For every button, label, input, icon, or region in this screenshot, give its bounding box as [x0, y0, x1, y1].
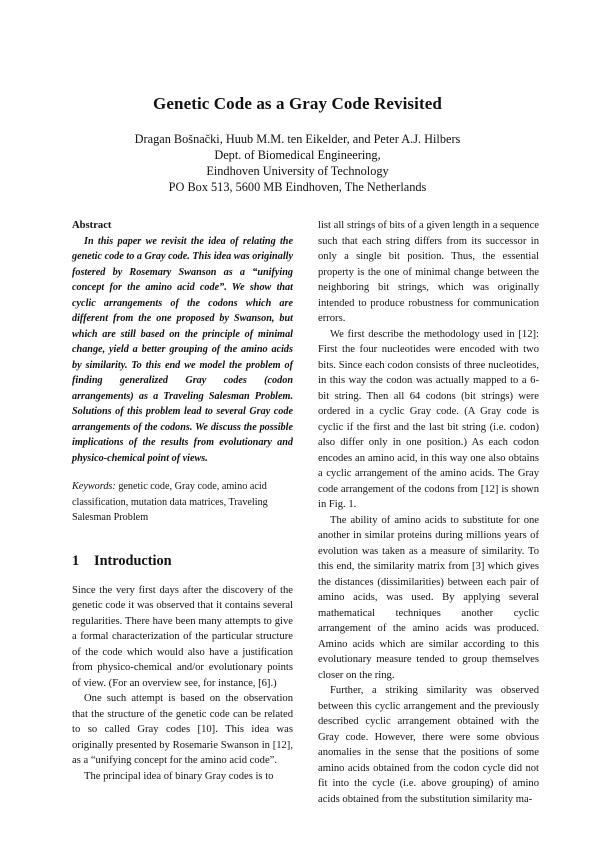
section-number: 1	[72, 552, 80, 569]
keywords-text: genetic code, Gray code, amino acid classification, mutation data matrices, Traveling Salesman Problem	[72, 481, 268, 523]
paragraph: We first describe the methodology used in [12]: First the four nucleotides were encoded with two bits. Since each codon consists of three nucleotides, in this way the codon was actually mapped to a 6-bit string. Then all 64 codons (bit strings) were ordered in a cyclic Gray code. (A Gray code is cyclic if the first and the last bit string (i.e. codon) also differ only in one position.) As each codon encodes an amino acid, in this way one also obtains a cyclic arrangement of the amino acids. The Gray code arrangement of the codons from [12] is shown in Fig. 1.	[318, 328, 539, 510]
keywords	[72, 479, 293, 526]
affiliation-line: PO Box 513, 5600 MB Eindhoven, The Netherlands	[168, 180, 427, 194]
section-heading-introduction	[72, 552, 293, 570]
left-column	[72, 218, 293, 784]
author-names: Dragan Bošnački, Huub M.M. ten Eikelder, and Peter A.J. Hilbers	[134, 132, 461, 146]
keywords-label: Keywords:	[72, 481, 116, 492]
author-block	[0, 131, 595, 195]
paragraph: Since the very first days after the discovery of the genetic code it was observed that it contains several regularities. There have been many attempts to give a formal characterization of the particular structure of the code which would also have a justification from physico-chemical and/or evolutionary points of view. (For an overview see, for instance, [6].)	[72, 584, 293, 689]
abstract-heading: Abstract	[72, 220, 112, 231]
paragraph: The ability of amino acids to substitute for one another in similar proteins during millions years of evolution was taken as a measure of similarity. To this end, the similarity matrix from [3] which gives the distances (dissimilarities) between each pair of amino acids, was used. By applying several mathematical techniques another cyclic arrangement of the amino acids was produced. Amino acids which are similar according to this evolutionary measure tended to group themselves closer on the ring.	[318, 514, 539, 681]
paper-title: Genetic Code as a Gray Code Revisited	[153, 94, 442, 113]
right-column	[318, 218, 539, 807]
abstract-text: In this paper we revisit the idea of relating the genetic code to a Gray code. This idea was originally fostered by Rosemary Swanson as a “unifying concept for the amino acid code”. We show that cyclic arrangements of the codons which are different from the one proposed by Swanson, but which are still based on the principle of minimal change, yield a better grouping of the amino acids by similarity. To this end we model the problem of finding generalized Gray codes (codon arrangements) as a Traveling Salesman Problem. Solutions of this problem lead to several Gray code arrangements of the codons. We discuss the possible implications of the results from evolutionary and physico-chemical point of views.	[72, 235, 293, 464]
affiliation-line: Dept. of Biomedical Engineering,	[214, 148, 381, 162]
paragraph: The principal idea of binary Gray codes is to	[84, 770, 274, 782]
paragraph: Further, a striking similarity was observed between this cyclic arrangement and the previously described cyclic arrangement obtained with the Gray code. However, there were some obvious anomalies in the sense that the positions of some amino acids obtained from the codon cycle did not fit into the cycle (i.e. above grouping) of amino acids obtained from the substitution similarity ma-	[318, 685, 539, 805]
section-title: Introduction	[94, 552, 172, 569]
paragraph: list all strings of bits of a given length in a sequence such that each string differs from its successor in only a single bit position. Thus, the essential property is the one of minimal change between the neighboring bit strings, which was originally intended to produce robustness for communication errors.	[318, 220, 539, 324]
affiliation-line: Eindhoven University of Technology	[206, 164, 389, 178]
paragraph: One such attempt is based on the observation that the structure of the genetic code can be related to so called Gray codes [10]. This idea was originally presented by Rosemarie Swanson in [12], as a “unifying concept for the amino acid code”.	[72, 693, 293, 766]
